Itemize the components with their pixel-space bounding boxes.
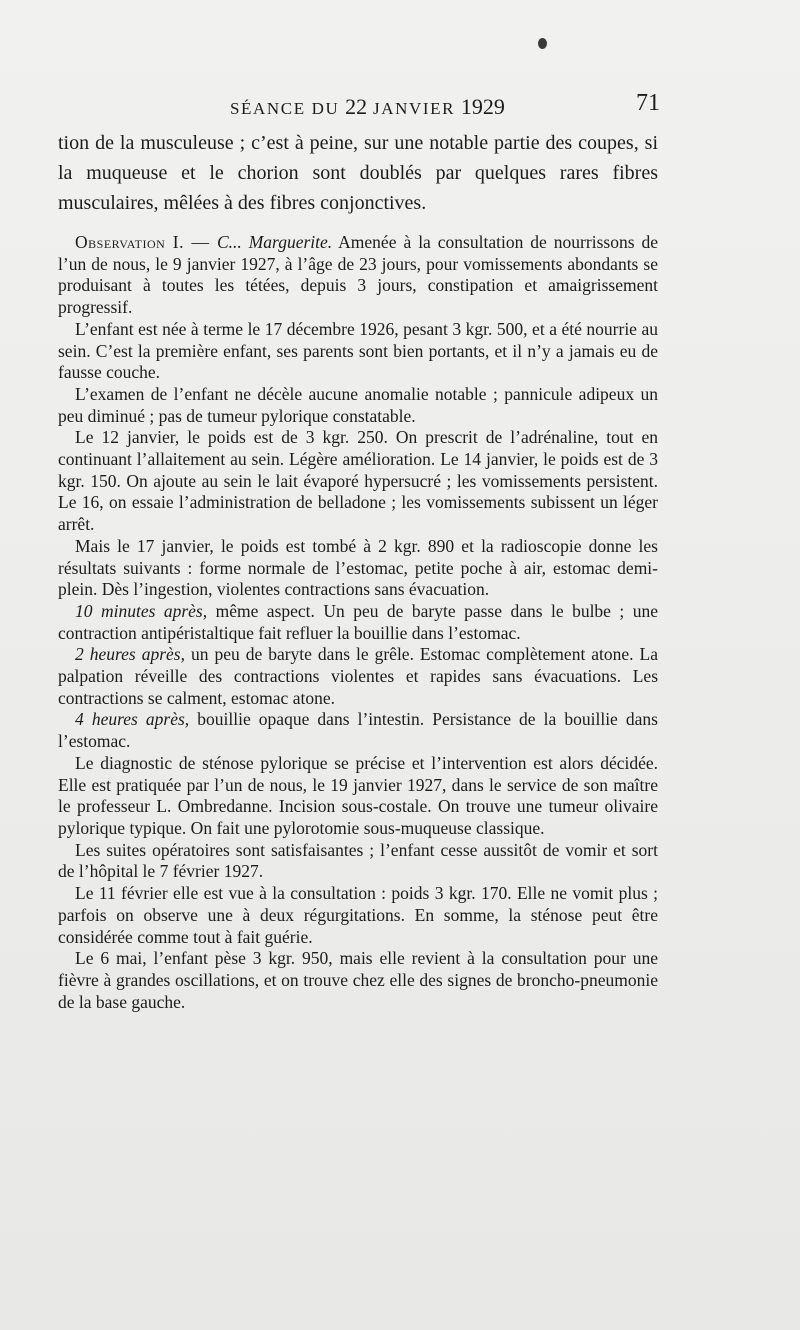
running-head-month: JANVIER bbox=[367, 99, 461, 118]
observation-paragraph-7 bbox=[58, 644, 658, 709]
observation-paragraph-1-text: Amenée à la consultation de nourrissons de l’un de nous, le 9 janvier 1927, à l’âge de 23 jours, pour vomissements abondants se produisant à toutes les tétées, depuis 3 jours, constipation et amaigrissement progressif. bbox=[58, 232, 658, 318]
observation-paragraph-4: Le 12 janvier, le poids est de 3 kgr. 250. On prescrit de l’adrénaline, tout en continuant l’allaitement au sein. Légère amélioration. Le 14 janvier, le poids est de 3 kgr. 150. On ajoute au sein le lait évaporé hypersucré ; les vomissements persistent. Le 16, on essaie l’administration de belladone ; les vomissements subissent un léger arrêt. bbox=[58, 427, 658, 535]
patient-name: C... Marguerite. bbox=[216, 232, 333, 252]
page-number: 71 bbox=[636, 90, 660, 116]
observation-paragraph-2: L’enfant est née à terme le 17 décembre 1926, pesant 3 kgr. 500, et a été nourrie au sein. C’est la première enfant, ses parents sont bien portants, et il n’y a jamais eu de fausse couche. bbox=[58, 318, 658, 383]
observation-section bbox=[58, 232, 658, 1013]
page-header bbox=[230, 88, 660, 122]
observation-paragraph-1 bbox=[58, 232, 658, 319]
observation-paragraph-9: Le diagnostic de sténose pylorique se précise et l’intervention est alors décidée. Elle est pratiquée par l’un de nous, le 19 janvier 1927, dans le service de son maître le professeur L. Ombredanne. Incision sous-costale. On trouve une tumeur olivaire pylorique typique. On fait une pylorotomie sous-muqueuse classique. bbox=[58, 752, 658, 838]
ink-spot bbox=[538, 38, 547, 49]
observation-paragraph-5: Mais le 17 janvier, le poids est tombé à 2 kgr. 890 et la radioscopie donne les résultats suivants : forme normale de l’estomac, petite poche à air, estomac demi-plein. Dès l’ingestion, violentes contractions sans évacuation. bbox=[58, 535, 658, 600]
running-head bbox=[230, 94, 505, 120]
body-text bbox=[58, 128, 658, 1013]
observation-paragraph-7-text: un peu de baryte dans le grêle. Estomac complètement atone. La palpation réveille des contractions violentes et rapides sans évacuations. Les contractions se calment, estomac atone. bbox=[58, 644, 658, 708]
time-marker-10-minutes: 10 minutes après, bbox=[75, 600, 208, 621]
running-head-year: 1929 bbox=[460, 94, 505, 119]
observation-paragraph-6-text: même aspect. Un peu de baryte passe dans le bulbe ; une contraction antipéristaltique fait refluer la bouillie dans l’estomac. bbox=[58, 600, 658, 643]
observation-paragraph-8-text: bouillie opaque dans l’intestin. Persistance de la bouillie dans l’estomac. bbox=[58, 709, 658, 752]
observation-paragraph-11: Le 11 février elle est vue à la consultation : poids 3 kgr. 170. Elle ne vomit plus ; parfois on observe une à deux régurgitations. En somme, la sténose peut être considérée comme tout à fait guérie. bbox=[58, 883, 658, 947]
observation-label: Observation I. — bbox=[75, 232, 217, 252]
running-head-day: 22 bbox=[345, 94, 368, 119]
time-marker-2-hours: 2 heures après, bbox=[75, 644, 185, 665]
observation-paragraph-3: L’examen de l’enfant ne décèle aucune anomalie notable ; pannicule adipeux un peu diminué ; pas de tumeur pylorique constatable. bbox=[58, 383, 658, 426]
observation-paragraph-10: Les suites opératoires sont satisfaisantes ; l’enfant cesse aussitôt de vomir et sort de l’hôpital le 7 février 1927. bbox=[58, 839, 658, 882]
running-head-prefix: SÉANCE DU bbox=[230, 99, 346, 118]
observation-paragraph-8 bbox=[58, 709, 658, 752]
time-marker-4-hours: 4 heures après, bbox=[75, 709, 190, 730]
observation-paragraph-6 bbox=[58, 601, 658, 644]
observation-paragraph-12: Le 6 mai, l’enfant pèse 3 kgr. 950, mais elle revient à la consultation pour une fièvre à grandes oscillations, et on trouve chez elle des signes de broncho-pneumonie de la base gauche. bbox=[58, 948, 658, 1012]
lead-paragraph: tion de la musculeuse ; c’est à peine, sur une notable partie des coupes, si la muqueuse et le chorion sont doublés par quelques rares fibres musculaires, mêlées à des fibres conjonctives. bbox=[58, 132, 658, 214]
